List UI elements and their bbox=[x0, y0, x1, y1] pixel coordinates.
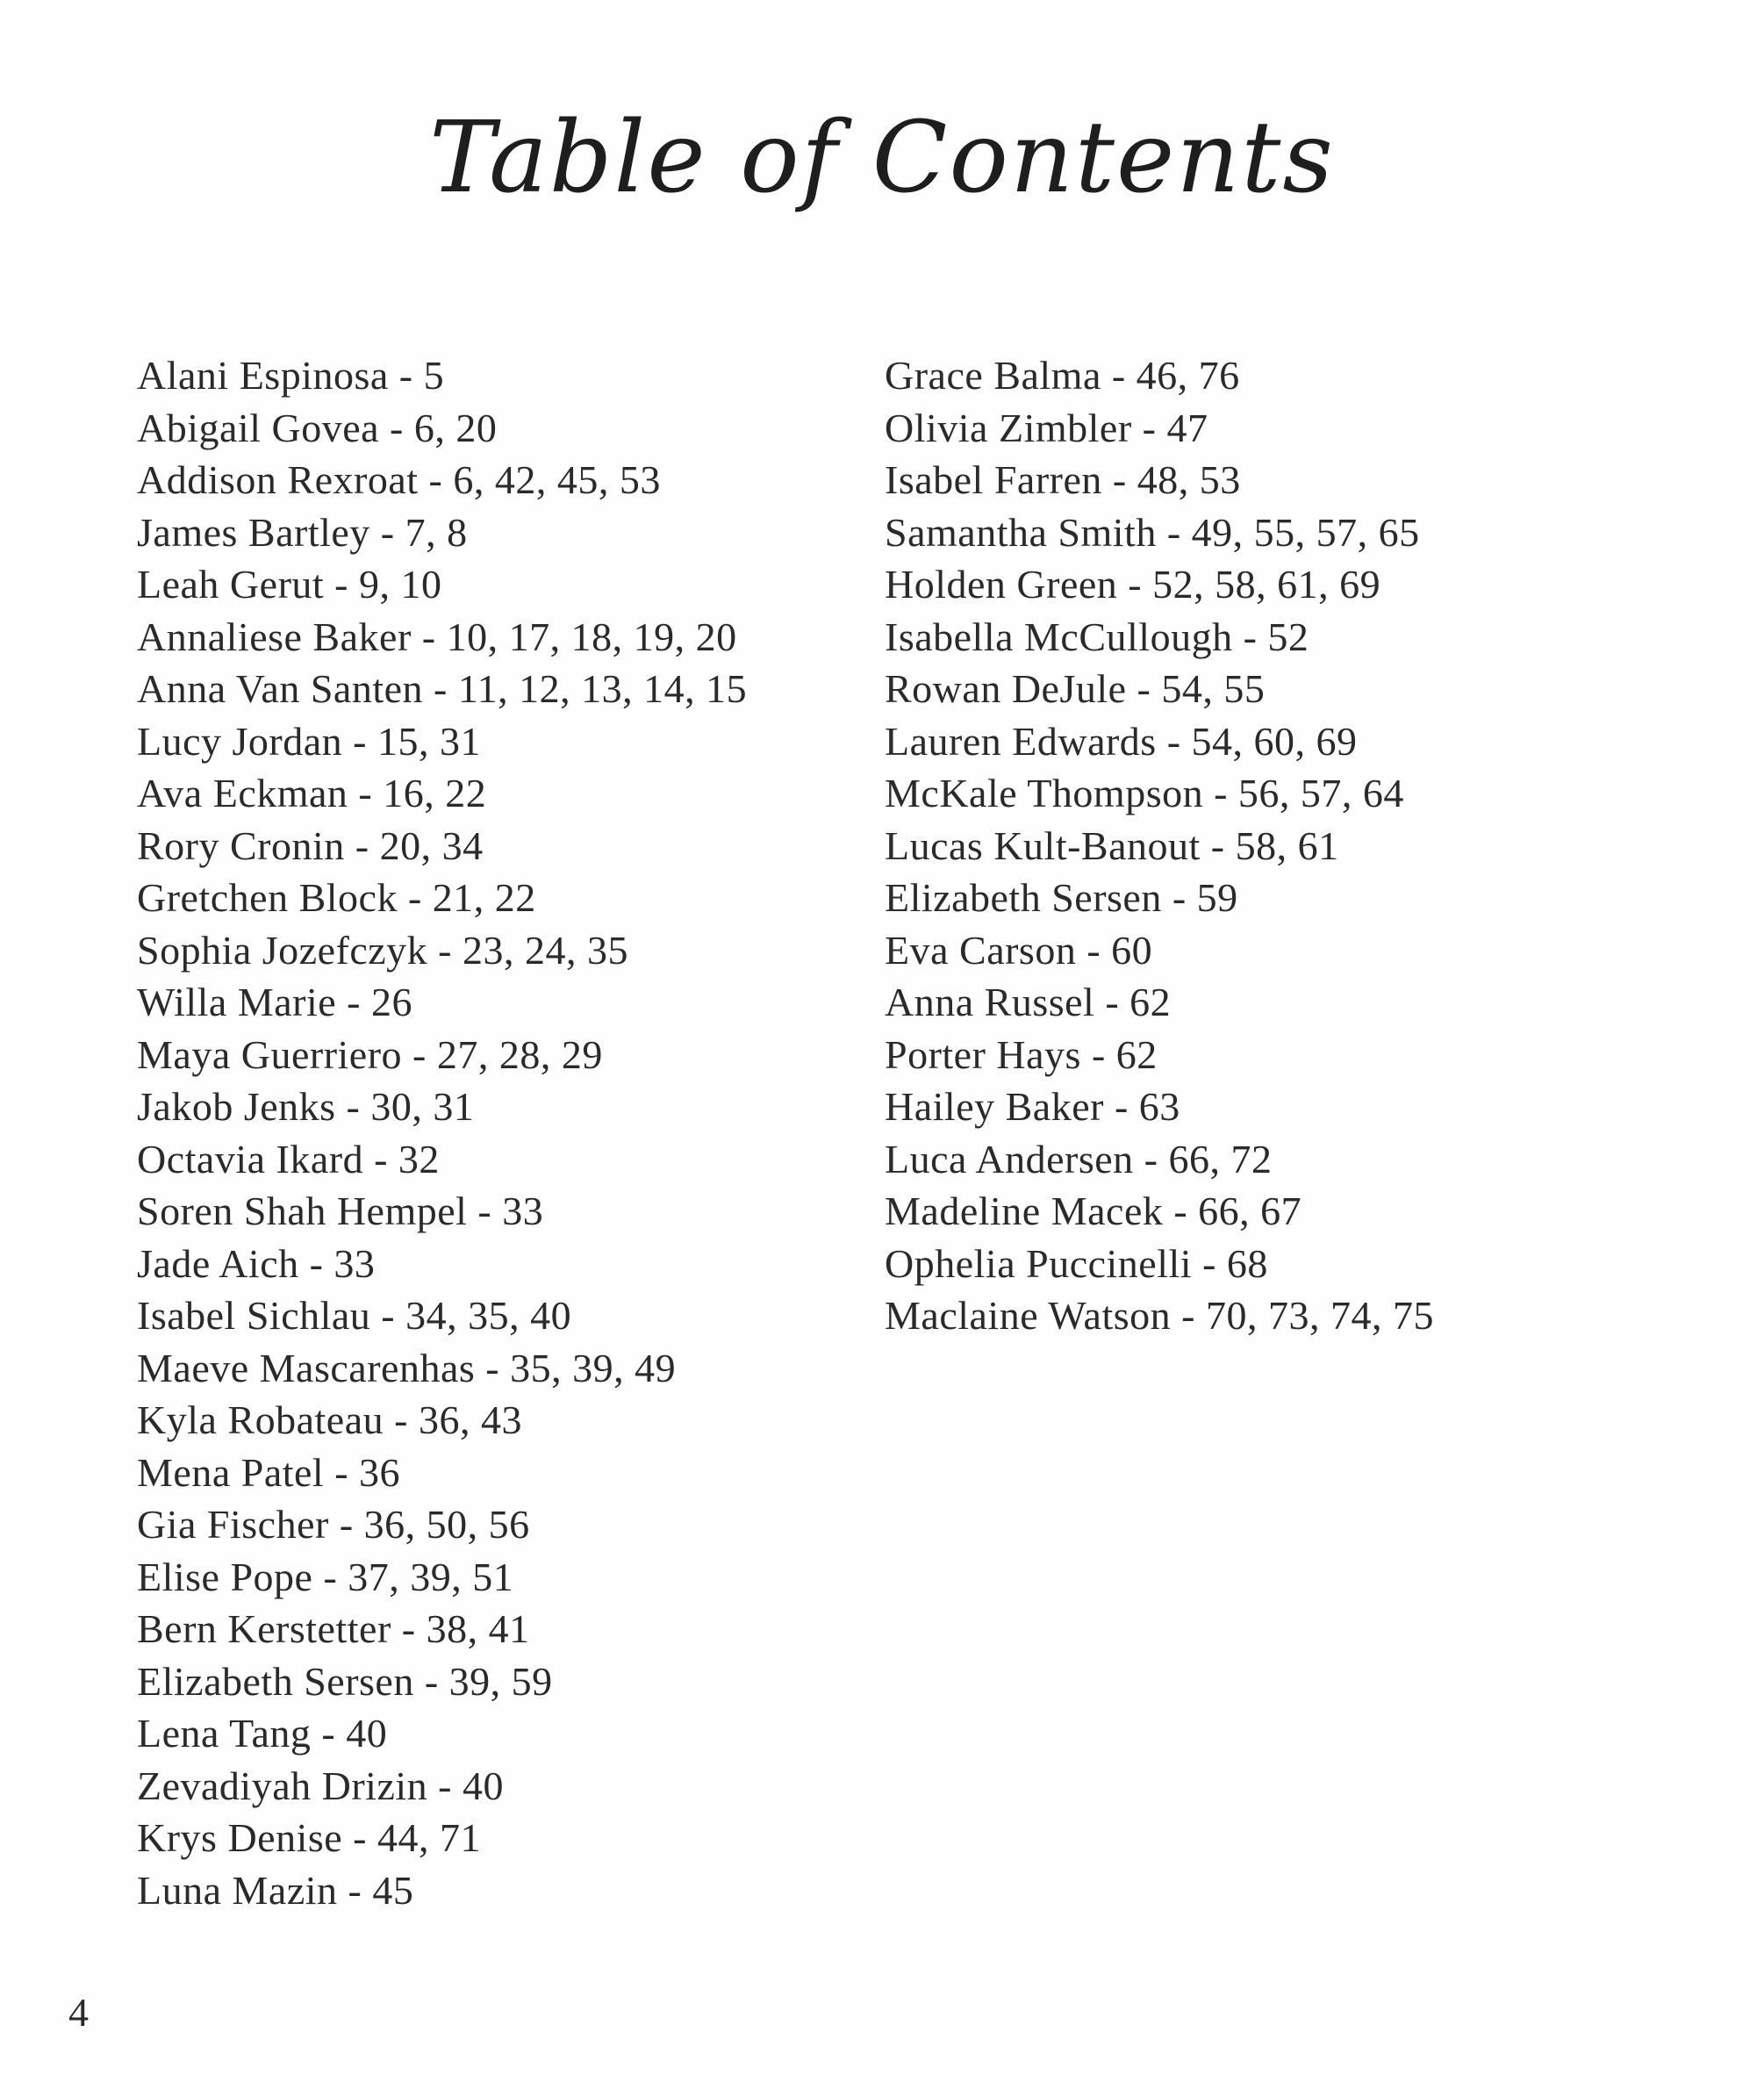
toc-entry: Annaliese Baker - 10, 17, 18, 19, 20 bbox=[137, 614, 737, 659]
toc-entry: Mena Patel - 36 bbox=[137, 1449, 401, 1495]
toc-entry: McKale Thompson - 56, 57, 64 bbox=[885, 771, 1404, 815]
toc-entry: Leah Gerut - 9, 10 bbox=[137, 562, 442, 607]
toc-entry: Maclaine Watson - 70, 73, 74, 75 bbox=[885, 1293, 1434, 1338]
toc-entry: Porter Hays - 62 bbox=[885, 1031, 1158, 1077]
toc-entry: Abigail Govea - 6, 20 bbox=[137, 405, 498, 450]
toc-entry: Alani Espinosa - 5 bbox=[137, 353, 445, 398]
toc-entry: Rory Cronin - 20, 34 bbox=[137, 822, 484, 868]
toc-entry: Lucy Jordan - 15, 31 bbox=[137, 718, 481, 764]
toc-entry: Samantha Smith - 49, 55, 57, 65 bbox=[885, 509, 1420, 555]
toc-entry: Elizabeth Sersen - 39, 59 bbox=[137, 1658, 553, 1704]
toc-entry: Soren Shah Hempel - 33 bbox=[137, 1189, 544, 1233]
toc-entry: Anna Van Santen - 11, 12, 13, 14, 15 bbox=[137, 666, 748, 711]
toc-entry: Sophia Jozefczyk - 23, 24, 35 bbox=[137, 927, 628, 973]
toc-entry: Jade Aich - 33 bbox=[137, 1240, 376, 1286]
toc-entry: Zevadiyah Drizin - 40 bbox=[137, 1763, 504, 1808]
toc-entry: Isabella McCullough - 52 bbox=[885, 614, 1309, 659]
toc-entry: Maeve Mascarenhas - 35, 39, 49 bbox=[137, 1345, 677, 1390]
toc-entry: Octavia Ikard - 32 bbox=[137, 1136, 440, 1181]
toc-entry: Lauren Edwards - 54, 60, 69 bbox=[885, 718, 1358, 764]
toc-entry: Luca Andersen - 66, 72 bbox=[885, 1136, 1273, 1181]
toc-entry: Madeline Macek - 66, 67 bbox=[885, 1189, 1302, 1233]
toc-entry: Lena Tang - 40 bbox=[137, 1711, 388, 1756]
toc-entry: Addison Rexroat - 6, 42, 45, 53 bbox=[137, 457, 661, 502]
toc-entry: Luna Mazin - 45 bbox=[137, 1867, 414, 1913]
toc-entry: Isabel Farren - 48, 53 bbox=[885, 457, 1241, 502]
toc-entry: Bern Kerstetter - 38, 41 bbox=[137, 1606, 530, 1651]
toc-entry: Isabel Sichlau - 34, 35, 40 bbox=[137, 1293, 572, 1338]
toc-entry: Holden Green - 52, 58, 61, 69 bbox=[885, 562, 1381, 607]
toc-entry: Elise Pope - 37, 39, 51 bbox=[137, 1554, 514, 1599]
toc-entry: Kyla Robateau - 36, 43 bbox=[137, 1397, 522, 1442]
toc-entry: Rowan DeJule - 54, 55 bbox=[885, 666, 1266, 711]
toc-entry: Lucas Kult-Banout - 58, 61 bbox=[885, 822, 1339, 868]
toc-right-column bbox=[885, 349, 1674, 1342]
toc-entry: Anna Russel - 62 bbox=[885, 980, 1172, 1024]
toc-entry: Olivia Zimbler - 47 bbox=[885, 405, 1208, 450]
toc-entry: Ava Eckman - 16, 22 bbox=[137, 771, 487, 815]
toc-entry: Ophelia Puccinelli - 68 bbox=[885, 1240, 1268, 1286]
toc-entry: Elizabeth Sersen - 59 bbox=[885, 875, 1238, 920]
toc-entry: Krys Denise - 44, 71 bbox=[137, 1815, 481, 1860]
toc-entry: Gretchen Block - 21, 22 bbox=[137, 875, 536, 920]
toc-entry: Gia Fischer - 36, 50, 56 bbox=[137, 1502, 530, 1547]
toc-entry: Willa Marie - 26 bbox=[137, 980, 412, 1024]
toc-left-column bbox=[137, 349, 857, 1916]
toc-entry: Hailey Baker - 63 bbox=[885, 1084, 1180, 1129]
toc-entry: Maya Guerriero - 27, 28, 29 bbox=[137, 1031, 603, 1077]
toc-entry: James Bartley - 7, 8 bbox=[137, 509, 468, 555]
page-number: 4 bbox=[68, 1990, 89, 2035]
toc-entry: Grace Balma - 46, 76 bbox=[885, 353, 1240, 398]
page-title: Table of Contents bbox=[429, 101, 1335, 215]
toc-entry: Eva Carson - 60 bbox=[885, 927, 1153, 973]
toc-entry: Jakob Jenks - 30, 31 bbox=[137, 1084, 475, 1129]
